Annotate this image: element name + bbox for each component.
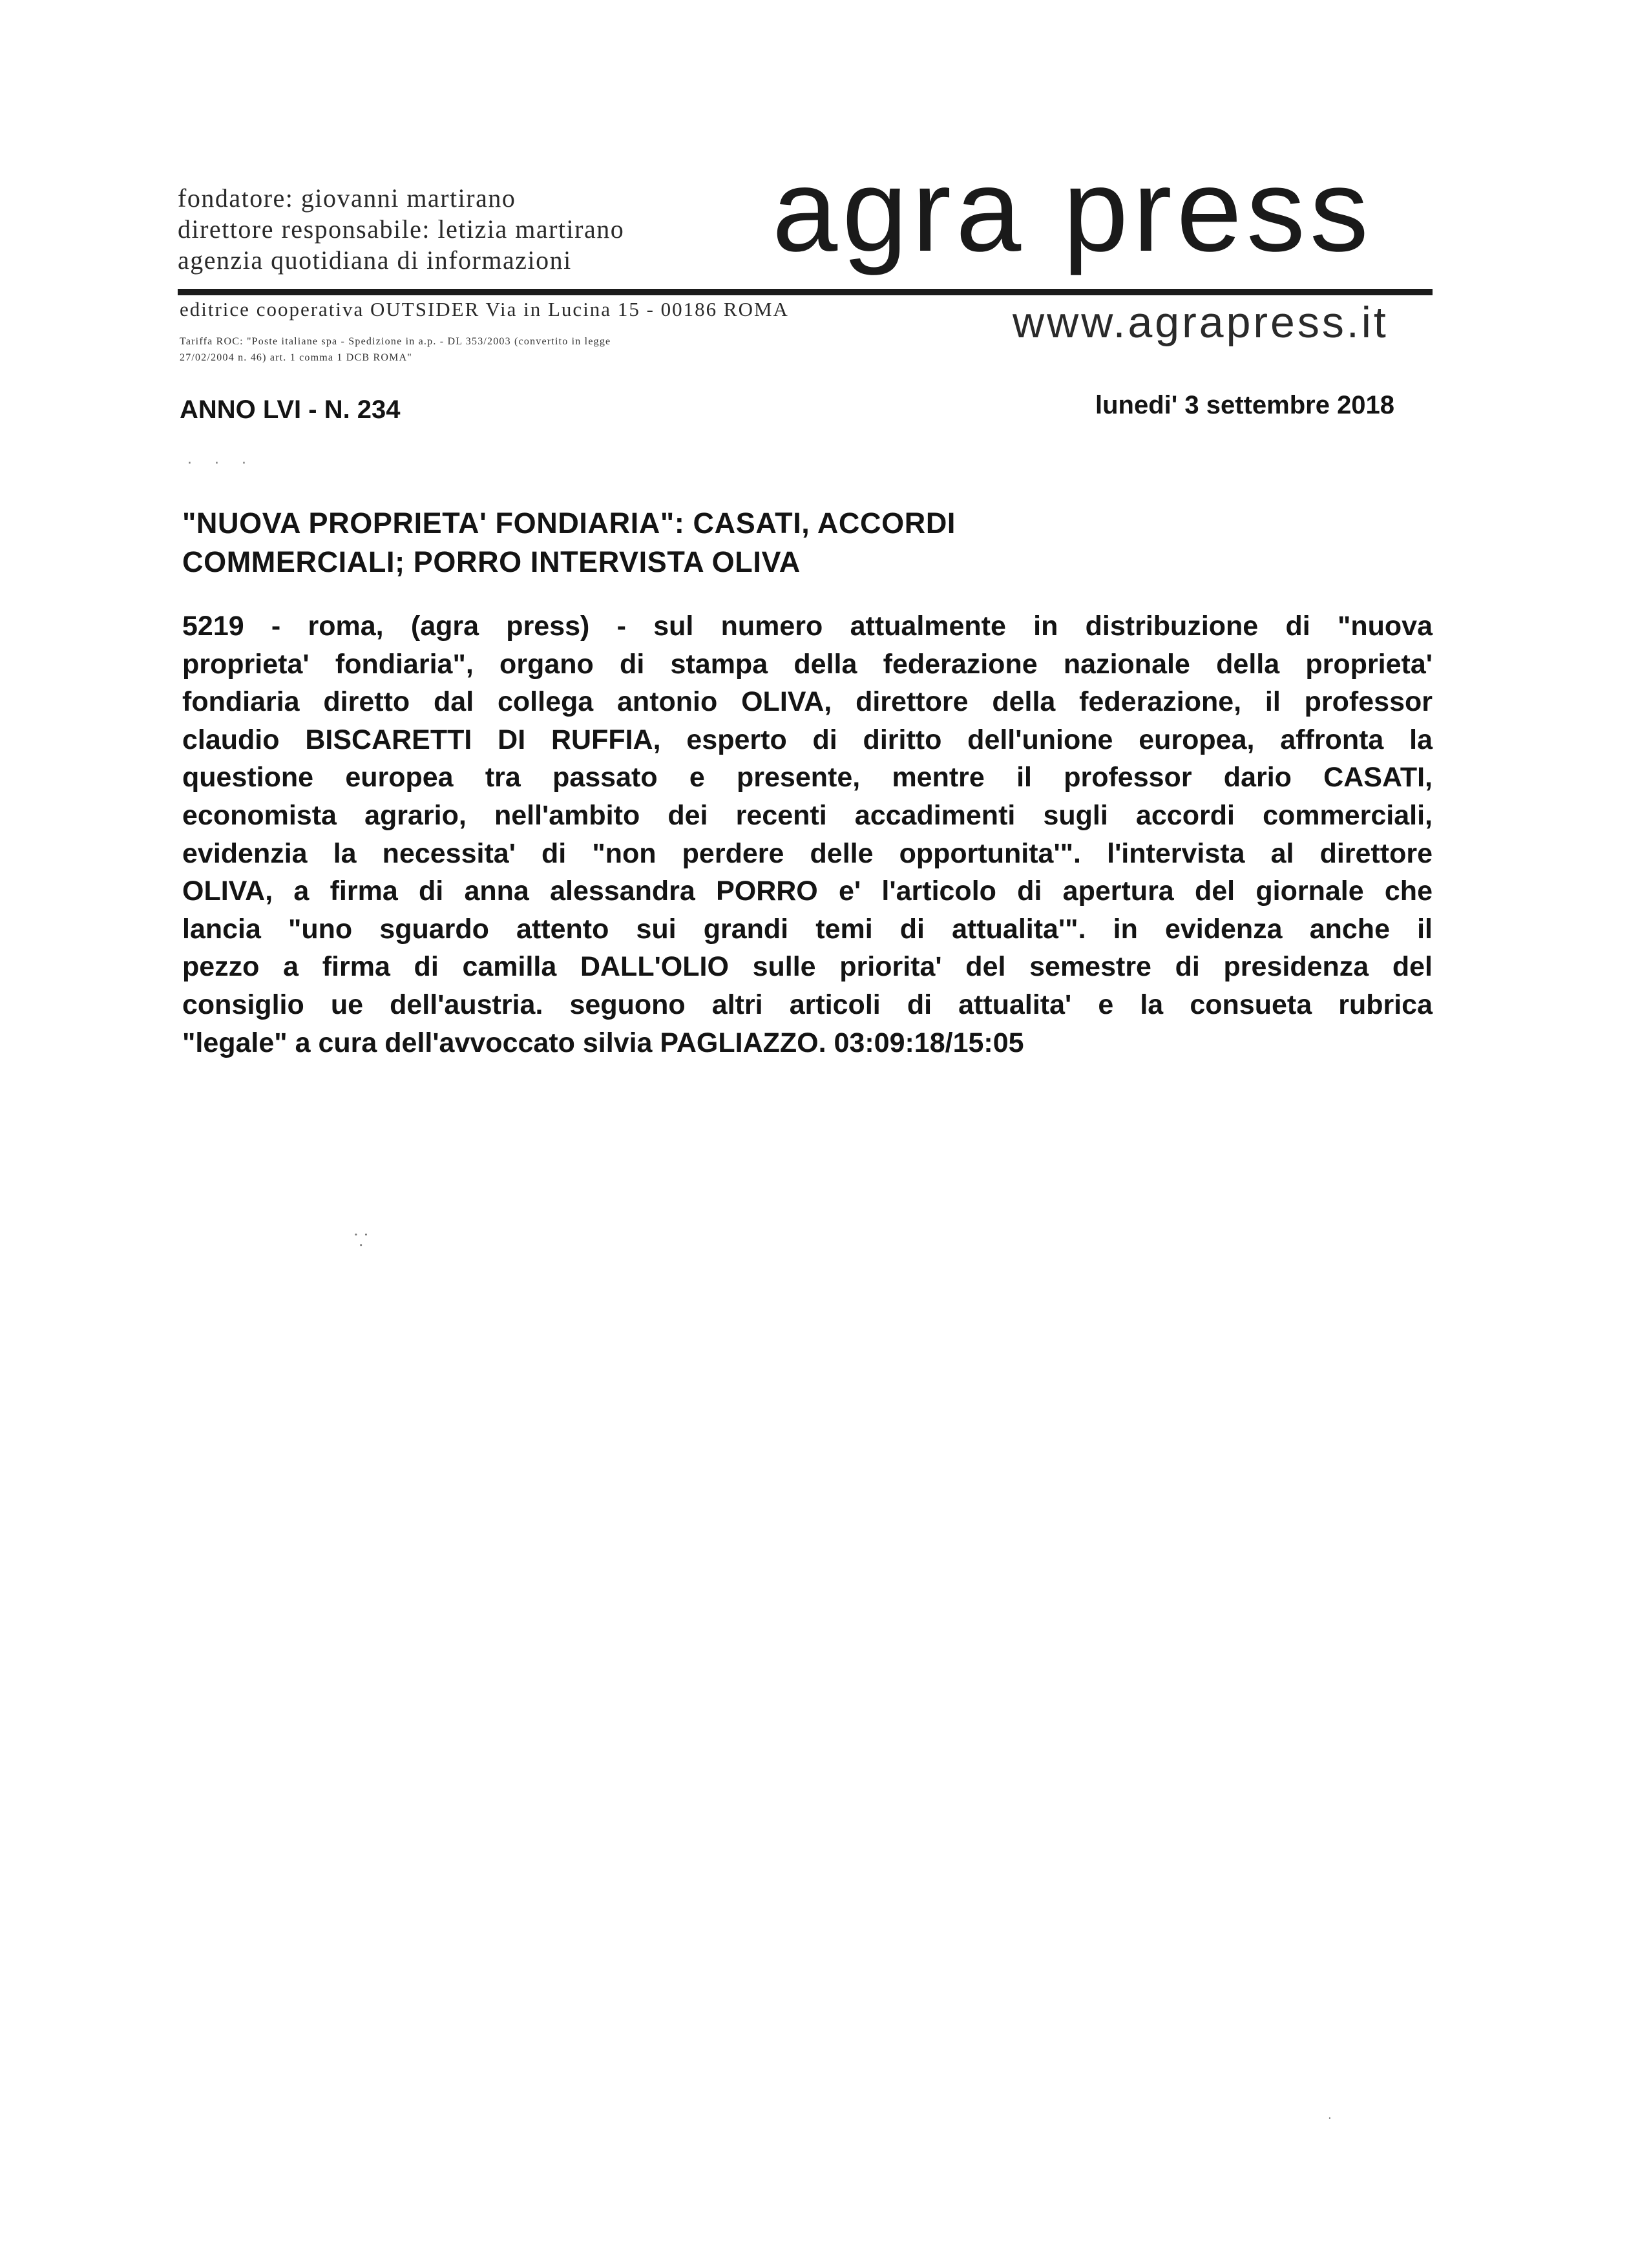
founder-line: fondatore: giovanni martirano <box>178 184 516 213</box>
article-body <box>182 607 1433 1062</box>
article-line: lancia "uno sguardo attento sui grandi temi di attualita'". in evidenza anche il <box>182 913 1433 945</box>
publisher-line: editrice cooperativa OUTSIDER Via in Lucina 15 - 00186 ROMA <box>180 298 789 320</box>
masthead-credits <box>178 183 624 276</box>
scan-artifact: · <box>1328 2112 1332 2125</box>
agency-line: agenzia quotidiana di informazioni <box>178 246 572 275</box>
article-line: consiglio ue dell'austria. seguono altri articoli di attualita' e la consueta rubrica <box>182 989 1433 1020</box>
article-line: "legale" a cura dell'avvoccato silvia PAGLIAZZO. 03:09:18/15:05 <box>182 1027 1024 1058</box>
website-url: www.agrapress.it <box>1013 298 1389 347</box>
article-line: proprieta' fondiaria", organo di stampa della federazione nazionale della proprieta' <box>182 648 1433 680</box>
article-line: 5219 - roma, (agra press) - sul numero attualmente in distribuzione di "nuova <box>182 611 1433 642</box>
article-line: OLIVA, a firma di anna alessandra PORRO e' l'articolo di apertura del giornale che <box>182 876 1433 907</box>
headline-line: COMMERCIALI; PORRO INTERVISTA OLIVA <box>182 545 801 578</box>
scan-artifact: ⸪ <box>354 1231 368 1250</box>
article-line: evidenzia la necessita' di "non perdere delle opportunita'". l'intervista al direttore <box>182 837 1433 869</box>
headline <box>182 504 956 582</box>
article-line: fondiaria diretto dal collega antonio OLIVA, direttore della federazione, il professor <box>182 686 1433 718</box>
masthead-rule <box>178 289 1433 295</box>
director-line: direttore responsabile: letizia martirano <box>178 215 625 244</box>
issue-number: ANNO LVI - N. 234 <box>180 395 401 424</box>
fine-print-line: Tariffa ROC: "Poste italiane spa - Spedizione in a.p. - DL 353/2003 (convertito in legge <box>180 336 611 347</box>
issue-date: lunedi' 3 settembre 2018 <box>1095 391 1395 419</box>
postal-fine-print <box>180 333 611 366</box>
headline-line: "NUOVA PROPRIETA' FONDIARIA": CASATI, ACCORDI <box>182 507 956 540</box>
article-line: economista agrario, nell'ambito dei recenti accadimenti sugli accordi commerciali, <box>182 799 1433 831</box>
article-line: questione europea tra passato e presente, mentre il professor dario CASATI, <box>182 762 1433 793</box>
article-line: pezzo a firma di camilla DALL'OLIO sulle priorita' del semestre di presidenza del <box>182 951 1433 983</box>
article-line: claudio BISCARETTI DI RUFFIA, esperto di diritto dell'unione europea, affronta la <box>182 724 1433 755</box>
brand-logo: agra press <box>772 144 1373 276</box>
scan-artifact: · · · <box>187 456 255 472</box>
fine-print-line: 27/02/2004 n. 46) art. 1 comma 1 DCB ROMA" <box>180 352 413 363</box>
